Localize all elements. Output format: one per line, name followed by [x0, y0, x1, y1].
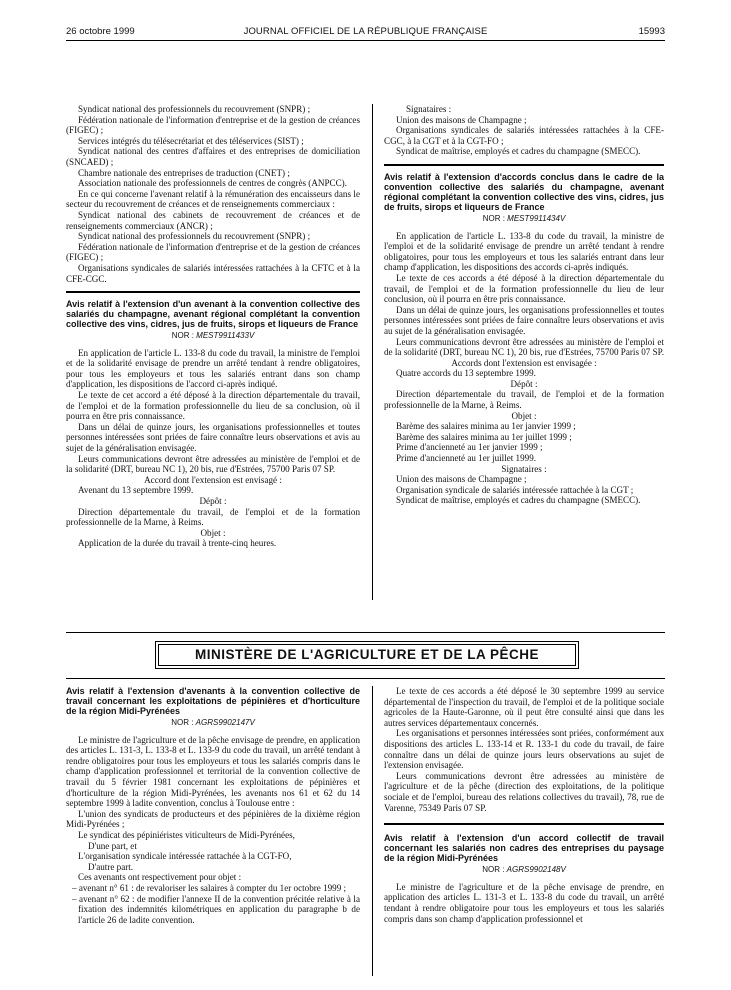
notice-title: Avis relatif à l'extension d'un avenant à la convention collective des salariés du champagne, avenant régional complétant la convention collective des vins, cidres, jus de fruits, sirops et liqueurs de France — [66, 299, 360, 330]
paragraph: Quatre accords du 13 septembre 1999. — [396, 368, 536, 379]
paragraph: Direction départementale du travail, de l'emploi et de la formation professionnelle de la Marne, à Reims. — [384, 389, 664, 411]
paragraph: Prime d'ancienneté au 1er janvier 1999 ; — [396, 442, 543, 453]
paragraph: Services intégrés du télésecrétariat et des téléservices (SIST) ; — [78, 135, 304, 146]
paragraph: En ce qui concerne l'avenant relatif à la rémunération des encaisseurs dans le secteur du recouvrement de créances et de renseignements commerciaux : — [66, 188, 360, 210]
paragraph: Leurs communications devront être adressées au ministère de l'emploi et de la solidarité (DRT, bureau NC 1), 20 bis, rue d'Estrées, 75700 Paris 07 SP. — [66, 453, 360, 475]
paragraph: Syndicat national des cabinets de recouvrement de créances et de renseignements commerciaux (ANCR) ; — [66, 209, 360, 231]
column-divider — [372, 104, 373, 600]
subheading: Accord dont l'extension est envisagé : — [144, 474, 282, 485]
paragraph: Le texte de ces accords a été déposé le 30 septembre 1999 au service départemental de l'inspection du travail, de l'emploi et de la politique sociale agricoles de la Haute-Garonne, où il peut être consulté ainsi que dans les autres services départementaux concernés. — [384, 686, 664, 728]
paragraph: Dans un délai de quinze jours, les organisations professionnelles et toutes personnes intéressées sont priées de faire connaître leurs observations et avis au sujet de la généralisation envisagée. — [66, 421, 360, 454]
paragraph: Avenant du 13 septembre 1999. — [78, 485, 194, 496]
paragraph: Syndicat de maîtrise, employés et cadres du champagne (SMECC). — [396, 495, 641, 506]
paragraph: Barème des salaires minima au 1er juillet 1999 ; — [396, 431, 572, 442]
paragraph: L'union des syndicats de producteurs et des pépinières de la dixième région Midi-Pyrénées ; — [66, 808, 360, 830]
ministry-top-rule — [66, 632, 665, 633]
nor-reference: NOR : MEST9911433V — [171, 331, 255, 341]
paragraph: Syndicat national des centres d'affaires et des entreprises de domiciliation (SNCAED) ; — [66, 146, 360, 167]
paragraph: Organisations syndicales de salariés intéressées rattachées à la CFE-CGC, à la CGT et à la CGT-FO ; — [384, 125, 664, 146]
paragraph: Organisations syndicales de salariés intéressées rattachées à la CFTC et à la CFE-CGC. — [66, 262, 360, 284]
paragraph: En application de l'article L. 133-8 du code du travail, la ministre de l'emploi et de la solidarité envisage de prendre un arrêté tendant à rendre obligatoires, pour tous les employeurs et tous les salariés entrant dans son champ d'application, les dispositions de l'accord ci-après indiqué. — [66, 347, 360, 390]
paragraph: Organisation syndicale de salariés intéressée rattachée à la CGT ; — [396, 484, 634, 495]
left-column-top — [66, 104, 360, 549]
agri-left-column — [66, 686, 360, 925]
subheading: Dépôt : — [199, 496, 227, 506]
paragraph: Chambre nationale des entreprises de traduction (CNET) ; — [78, 167, 290, 178]
paragraph: Les organisations et personnes intéressées sont priées, conformément aux dispositions des articles L. 133-14 et R. 133-1 du code du travail, de faire connaître dans un délai de quinze jours leurs observations au sujet de l'extension envisagée. — [384, 728, 664, 771]
paragraph: Prime d'ancienneté au 1er juillet 1999. — [396, 453, 537, 464]
notice-title: Avis relatif à l'extension d'un accord collectif de travail concernant les salariés non cadres des entreprises du paysage de la région Midi-Pyrénées — [384, 833, 664, 864]
subheading: Objet : — [511, 410, 537, 421]
section-divider — [66, 291, 360, 293]
nor-reference: NOR : AGRS9902147V — [171, 718, 255, 727]
subheading: Accords dont l'extension est envisagée : — [451, 357, 597, 368]
column-divider — [372, 686, 373, 976]
paragraph: Le syndicat des pépiniéristes viticulteurs de Midi-Pyrénées, — [78, 829, 295, 840]
paragraph: Application de la durée du travail à trente-cinq heures. — [78, 538, 277, 549]
subheading: Signataires : — [406, 104, 452, 114]
paragraph: Le texte de cet accord a été déposé à la direction départementale du travail, de l'emploi et de la formation professionnelle du lieu de sa conclusion, où il pourra en être pris connaissance. — [66, 390, 360, 422]
paragraph: Le texte de ces accords a été déposé à la direction départementale du travail, de l'emploi et de la formation professionnelle du lieu de leur conclusion, où il pourra en être pris connaissance. — [384, 272, 664, 305]
subheading: Dépôt : — [510, 378, 538, 389]
subheading: Signataires : — [501, 463, 547, 474]
list-item: – avenant n° 61 : de revaloriser les salaires à compter du 1er octobre 1999 ; — [72, 882, 347, 893]
paragraph: Syndicat de maîtrise, employés et cadres du champagne (SMECC). — [396, 146, 641, 157]
page-header — [66, 26, 665, 41]
paragraph: Dans un délai de quinze jours, les organisations professionnelles et toutes personnes intéressées sont priées de faire connaître leurs observations et avis au sujet de la généralisation envisagée. — [384, 304, 664, 336]
paragraph: Union des maisons de Champagne ; — [396, 474, 527, 485]
list-item: – avenant n° 62 : de modifier l'annexe II de la convention précitée relative à la fixation des indemnités kilométriques en application du paragraphe b de l'article 26 de ladite convention. — [72, 893, 360, 925]
paragraph: Ces avenants ont respectivement pour objet : — [78, 872, 242, 883]
header-page-number: 15993 — [638, 26, 665, 37]
subheading: Objet : — [200, 527, 226, 538]
paragraph: Leurs communications devront être adressées au ministère de l'emploi et de la solidarité (DRT, bureau NC 1), 20 bis, rue d'Estrées, 75700 Paris 07 SP. — [384, 336, 665, 358]
agri-right-column — [384, 686, 664, 924]
paragraph: Fédération nationale de l'information d'entreprise et de la gestion de créances (FIGEC) ; — [66, 114, 360, 136]
header-title: JOURNAL OFFICIEL DE LA RÉPUBLIQUE FRANÇAISE — [243, 26, 488, 37]
paragraph: Syndicat national des professionnels du recouvrement (SNPR) ; — [78, 231, 311, 242]
paragraph: Fédération nationale de l'information d'entreprise et de la gestion de créances (FIGEC) ; — [66, 241, 360, 263]
section-divider — [384, 823, 664, 825]
paragraph: L'organisation syndicale intéressée rattachée à la CGT-FO, — [78, 851, 292, 862]
paragraph: Le ministre de l'agriculture et de la pêche envisage de prendre, en application des articles L. 131-3, L. 133-8 et L. 133-9 du code du travail, un arrêté tendant à rendre obligatoires pour tous les employeurs et tous les salariés compris dans le champ d'application professionnel et territorial de la convention collective de travail du 5 février 1981 concernant les exploitations de pépinières et d'horticulture de la région Midi-Pyrénées, les avenants nos 61 et 62 du 14 septembre 1999 à ladite convention, conclus à Toulouse entre : — [66, 734, 360, 809]
header-date: 26 octobre 1999 — [66, 26, 135, 37]
notice-title: Avis relatif à l'extension d'accords conclus dans le cadre de la convention collective des salariés du champagne, avenant régional complétant la convention collective des vins, cidres, jus de fruits, sirops et liqueurs de France — [384, 171, 664, 212]
nor-reference: NOR : AGRS9902148V — [482, 865, 566, 875]
paragraph: D'autre part. — [88, 861, 134, 872]
paragraph: D'une part, et — [88, 840, 137, 851]
paragraph: En application de l'article L. 133-8 du code du travail, la ministre de l'emploi et de la solidarité envisage de prendre un arrêté tendant à rendre obligatoires, pour tous les employeurs et tous les salariés entrant dans leur champ d'application, les dispositions des accords ci-après indiqués. — [384, 230, 664, 273]
notice-title: Avis relatif à l'extension d'avenants à la convention collective de travail concernant les exploitations de pépinières et d'horticulture de la région Midi-Pyrénées — [66, 686, 360, 716]
paragraph: Barème des salaires minima au 1er janvier 1999 ; — [396, 421, 576, 432]
nor-reference: NOR : MEST9911434V — [482, 213, 566, 223]
paragraph: Union des maisons de Champagne ; — [396, 114, 527, 125]
right-column-top — [384, 104, 664, 506]
paragraph: Le ministre de l'agriculture et de la pêche envisage de prendre, en application des articles L. 131-3 et L. 133-8 du code du travail, un arrêté tendant à rendre obligatoire pour tous les employeurs et tous les salariés compris dans son champ d'application professionnel et — [384, 881, 664, 924]
section-divider — [384, 164, 664, 166]
ministry-bottom-rule — [66, 678, 665, 679]
paragraph: Syndicat national des professionnels du recouvrement (SNPR) ; — [78, 104, 311, 114]
ministry-heading: MINISTÈRE DE L'AGRICULTURE ET DE LA PÊCHE — [158, 644, 576, 666]
paragraph: Direction départementale du travail, de l'emploi et de la formation professionnelle de la Marne, à Reims. — [66, 506, 360, 528]
paragraph: Leurs communications devront être adressées au ministère de l'agriculture et de la pêche (direction des exploitations, de la politique sociale et de l'emploi, bureau des relations collectives du travail), 78, rue de Varenne, 75349 Paris 07 SP. — [384, 770, 664, 813]
paragraph: Association nationale des professionnels de centres de congrès (ANPCC). — [78, 178, 347, 189]
